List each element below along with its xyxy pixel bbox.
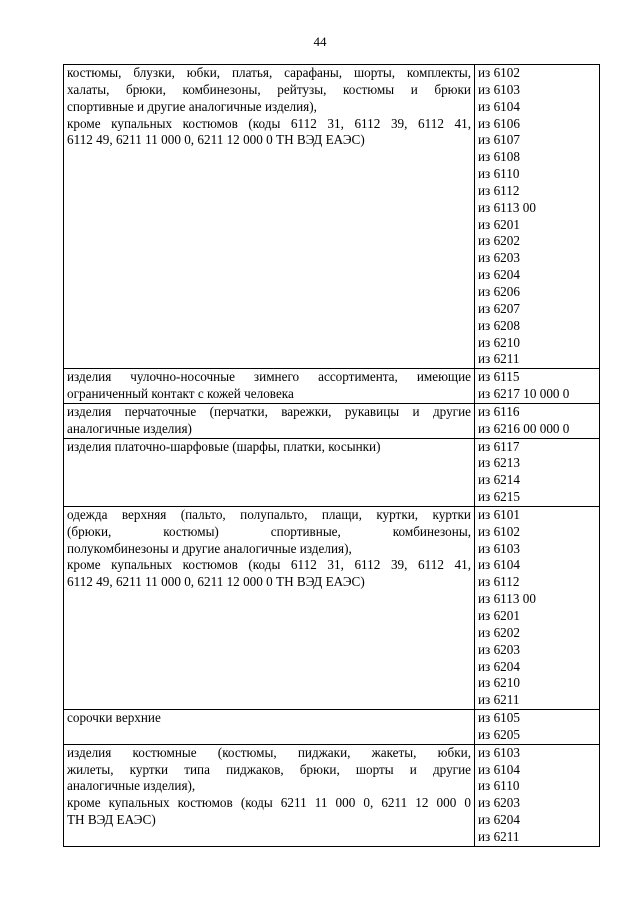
- product-codes-table: [63, 64, 600, 847]
- product-description-cell: [64, 403, 475, 438]
- customs-code: из 6210: [478, 675, 520, 691]
- description-line: 6112 49, 6211 11 000 0, 6211 12 000 0 ТН ВЭД ЕАЭС): [67, 132, 365, 148]
- customs-code: из 6215: [478, 489, 520, 505]
- description-line: (брюки, костюмы) спортивные, комбинезоны,: [67, 523, 471, 539]
- customs-code: из 6108: [478, 149, 520, 165]
- customs-code: из 6204: [478, 812, 520, 828]
- customs-code: из 6206: [478, 283, 520, 299]
- customs-code: из 6112: [478, 182, 520, 198]
- customs-code: из 6201: [478, 608, 520, 623]
- table-row: [64, 438, 600, 506]
- customs-code: из 6211: [478, 351, 520, 367]
- customs-code: из 6102: [478, 523, 520, 539]
- description-line: кроме купальных костюмов (коды 6211 11 000 0, 6211 12 000 0: [67, 795, 471, 811]
- description-line: изделия платочно-шарфовые (шарфы, платки, косынки): [67, 438, 381, 454]
- description-line: халаты, брюки, комбинезоны, рейтузы, костюмы и брюки: [67, 81, 471, 97]
- table-row: [64, 506, 600, 709]
- customs-code: из 6104: [478, 761, 520, 777]
- customs-code: из 6205: [478, 726, 520, 742]
- customs-code: из 6104: [478, 98, 520, 114]
- table-row: [64, 403, 600, 438]
- description-line: изделия перчаточные (перчатки, варежки, рукавицы и другие: [67, 403, 471, 419]
- description-line: изделия костюмные (костюмы, пиджаки, жакеты, юбки,: [67, 744, 471, 760]
- customs-codes-cell: [475, 506, 600, 709]
- customs-code: из 6103: [478, 540, 520, 556]
- description-line: аналогичные изделия),: [67, 778, 196, 794]
- customs-code: из 6217 10 000 0: [478, 386, 570, 402]
- customs-code: из 6204: [478, 267, 520, 283]
- description-line: жилеты, куртки типа пиджаков, брюки, шорты и другие: [67, 761, 471, 777]
- customs-code: из 6115: [478, 369, 520, 385]
- customs-code: из 6207: [478, 300, 520, 316]
- customs-codes-cell: [475, 744, 600, 846]
- customs-code: из 6113 00: [478, 591, 536, 607]
- customs-code: из 6105: [478, 710, 520, 726]
- description-line: 6112 49, 6211 11 000 0, 6211 12 000 0 ТН ВЭД ЕАЭС): [67, 574, 365, 590]
- description-line: кроме купальных костюмов (коды 6112 31, 6112 39, 6112 41,: [67, 115, 471, 131]
- customs-code: из 6116: [478, 403, 520, 419]
- customs-code: из 6208: [478, 317, 520, 333]
- customs-code: из 6214: [478, 472, 520, 488]
- product-description-cell: [64, 506, 475, 709]
- customs-code: из 6106: [478, 115, 520, 131]
- customs-codes-cell: [475, 369, 600, 404]
- table-row: [64, 710, 600, 745]
- customs-code: из 6112: [478, 574, 520, 590]
- description-line: одежда верхняя (пальто, полупальто, плащи, куртки, куртки: [67, 506, 471, 522]
- table-row: [64, 744, 600, 846]
- description-line: кроме купальных костюмов (коды 6112 31, 6112 39, 6112 41,: [67, 557, 471, 573]
- product-description-cell: [64, 744, 475, 846]
- description-line: спортивные и другие аналогичные изделия),: [67, 98, 317, 114]
- description-line: изделия чулочно-носочные зимнего ассортимента, имеющие: [67, 369, 471, 385]
- customs-code: из 6110: [478, 778, 520, 794]
- customs-code: из 6117: [478, 438, 520, 454]
- product-description-cell: [64, 710, 475, 745]
- description-line: ТН ВЭД ЕАЭС): [67, 812, 156, 828]
- description-line: ограниченный контакт с кожей человека: [67, 386, 294, 402]
- product-description-cell: [64, 369, 475, 404]
- customs-code: из 6101: [478, 506, 520, 522]
- customs-code: из 6211: [478, 692, 520, 708]
- customs-code: из 6216 00 000 0: [478, 420, 570, 436]
- table-body: [64, 65, 600, 847]
- customs-codes-cell: [475, 403, 600, 438]
- customs-code: из 6203: [478, 250, 520, 266]
- customs-code: из 6213: [478, 455, 520, 471]
- customs-code: из 6107: [478, 132, 520, 148]
- customs-code: из 6203: [478, 641, 520, 657]
- table-row: [64, 65, 600, 369]
- description-line: аналогичные изделия): [67, 420, 192, 436]
- customs-code: из 6102: [478, 65, 520, 80]
- table-row: [64, 369, 600, 404]
- description-line: полукомбинезоны и другие аналогичные изделия),: [67, 540, 352, 556]
- customs-code: из 6202: [478, 624, 520, 640]
- customs-code: из 6110: [478, 166, 520, 182]
- customs-code: из 6202: [478, 233, 520, 249]
- page-number: 44: [313, 34, 327, 49]
- description-line: сорочки верхние: [67, 710, 161, 726]
- customs-code: из 6103: [478, 744, 520, 760]
- customs-codes-cell: [475, 710, 600, 745]
- customs-codes-cell: [475, 65, 600, 369]
- product-description-cell: [64, 438, 475, 506]
- customs-code: из 6103: [478, 81, 520, 97]
- customs-code: из 6201: [478, 216, 520, 232]
- customs-code: из 6210: [478, 334, 520, 350]
- product-description-cell: [64, 65, 475, 369]
- description-line: костюмы, блузки, юбки, платья, сарафаны, шорты, комплекты,: [67, 65, 471, 80]
- customs-code: из 6203: [478, 795, 520, 811]
- customs-code: из 6113 00: [478, 199, 536, 215]
- customs-code: из 6104: [478, 557, 520, 573]
- customs-code: из 6211: [478, 828, 520, 844]
- customs-codes-cell: [475, 438, 600, 506]
- customs-code: из 6204: [478, 658, 520, 674]
